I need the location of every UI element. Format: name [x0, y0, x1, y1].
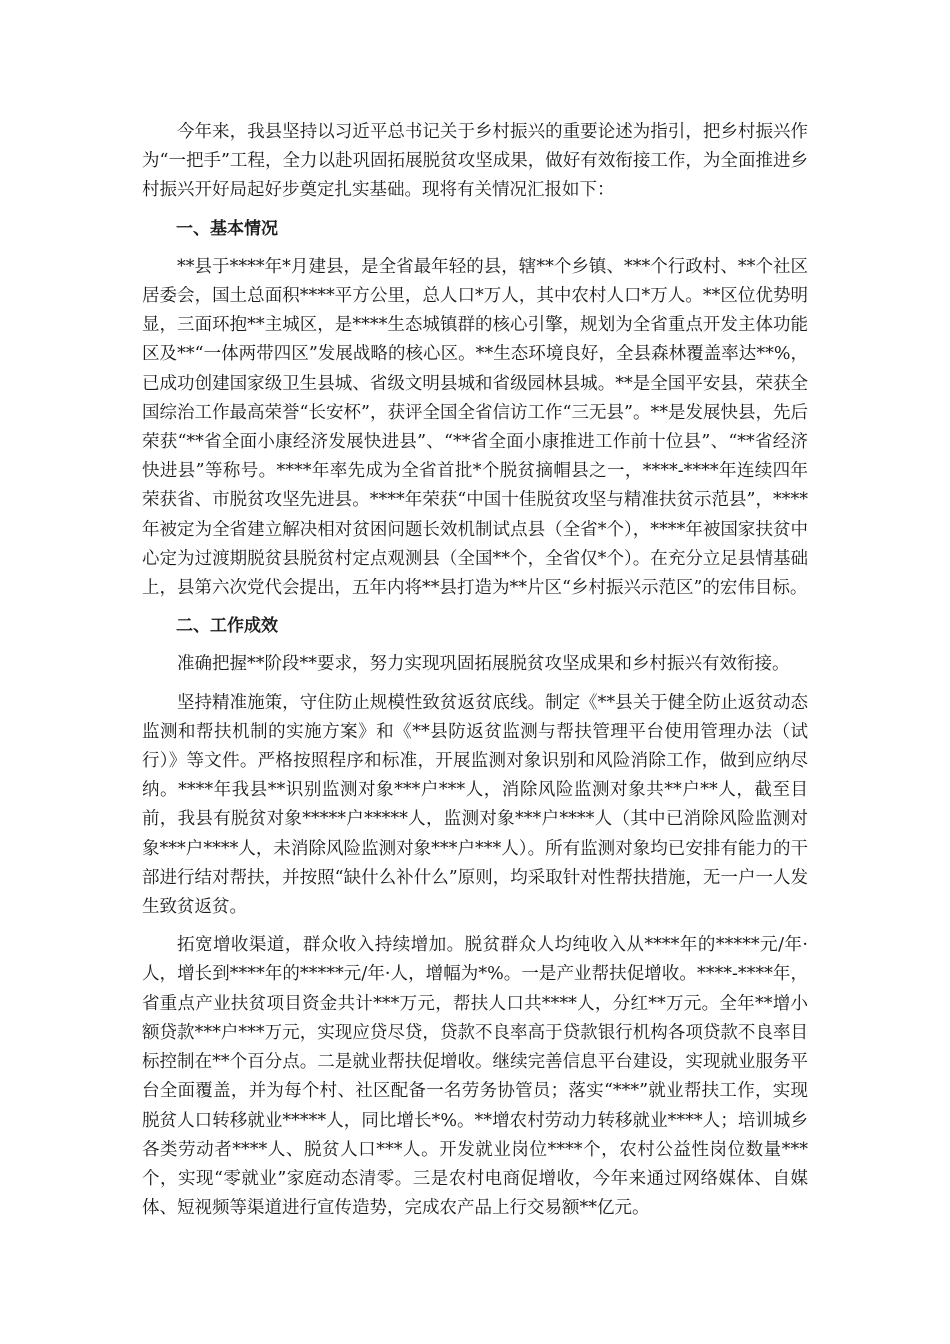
section-heading-basic-situation: 一、基本情况 [176, 218, 278, 239]
intro-paragraph: 今年来，我县坚持以习近平总书记关于乡村振兴的重要论述为指引，把乡村振兴作为“一把手”工程，全力以赴巩固拓展脱贫攻坚成果，做好有效衔接工作，为全面推进乡村振兴开好局起好步奠定扎实基础。现将有关情况汇报如下： [142, 122, 808, 201]
section-heading-work-results: 二、工作成效 [176, 616, 278, 637]
basic-situation-paragraph: **县于****年*月建县，是全省最年轻的县，辖**个乡镇、***个行政村、**个社区居委会，国土总面积****平方公里，总人口*万人，其中农村人口*万人。**区位优势明显，三面环抱**主城区，是****生态城镇群的核心引擎，规划为全省重点开发主体功能区及**“一体两带四区”发展战略的核心区。**生态环境良好，全县森林覆盖率达**%，已成功创建国家级卫生县城、省级文明县城和省级园林县城。**是全国平安县，荣获全国综治工作最高荣誉“长安杯”，获评全国全省信访工作“三无县”。**是发展快县，先后荣获“**省全面小康经济发展快进县”、“**省全面小康推进工作前十位县”、“**省经济快进县”等称号。****年率先成为全省首批*个脱贫摘帽县之一，****-****年连续四年荣获省、市脱贫攻坚先进县。****年荣获“中国十佳脱贫攻坚与精准扶贫示范县”，****年被定为全省建立解决相对贫困问题长效机制试点县（全省*个），****年被国家扶贫中心定为过渡期脱贫县脱贫村定点观测县（全国**个，全省仅*个）。在充分立足县情基础上，县第六次党代会提出，五年内将**县打造为**片区“乡村振兴示范区”的宏伟目标。 [142, 256, 808, 599]
work-results-intro-paragraph: 准确把握**阶段**要求，努力实现巩固拓展脱贫攻坚成果和乡村振兴有效衔接。 [177, 654, 790, 675]
precise-measures-paragraph: 坚持精准施策，守住防止规模性致贫返贫底线。制定《**县关于健全防止返贫动态监测和帮扶机制的实施方案》和《**县防返贫监测与帮扶管理平台使用管理办法（试行）》等文件。严格按照程序和标准，开展监测对象识别和风险消除工作，做到应纳尽纳。****年我县**识别监测对象***户***人，消除风险监测对象共**户**人，截至目前，我县有脱贫对象*****户*****人，监测对象***户****人（其中已消除风险监测对象***户****人，未消除风险监测对象***户***人）。所有监测对象均已安排有能力的干部进行结对帮扶，并按照“缺什么补什么”原则，均采取针对性帮扶措施，无一户一人发生致贫返贫。 [142, 692, 808, 918]
income-growth-paragraph: 拓宽增收渠道，群众收入持续增加。脱贫群众人均纯收入从****年的*****元/年·人，增长到****年的*****元/年·人，增幅为*%。一是产业帮扶促增收。****-****年，省重点产业扶贫项目资金共计***万元，帮扶人口共****人，分红**万元。全年**增小额贷款***户***万元，实现应贷尽贷，贷款不良率高于贷款银行机构各项贷款不良率目标控制在**个百分点。二是就业帮扶促增收。继续完善信息平台建设，实现就业服务平台全面覆盖，并为每个村、社区配备一名劳务协管员；落实“***”就业帮扶工作，实现脱贫人口转移就业*****人，同比增长*%。**增农村劳动力转移就业****人；培训城乡各类劳动者****人、脱贫人口***人。开发就业岗位****个，农村公益性岗位数量***个，实现“零就业”家庭动态清零。三是农村电商促增收，今年来通过网络媒体、自媒体、短视频等渠道进行宣传造势，完成农产品上行交易额**亿元。 [142, 935, 808, 1219]
document-body [142, 118, 808, 1232]
